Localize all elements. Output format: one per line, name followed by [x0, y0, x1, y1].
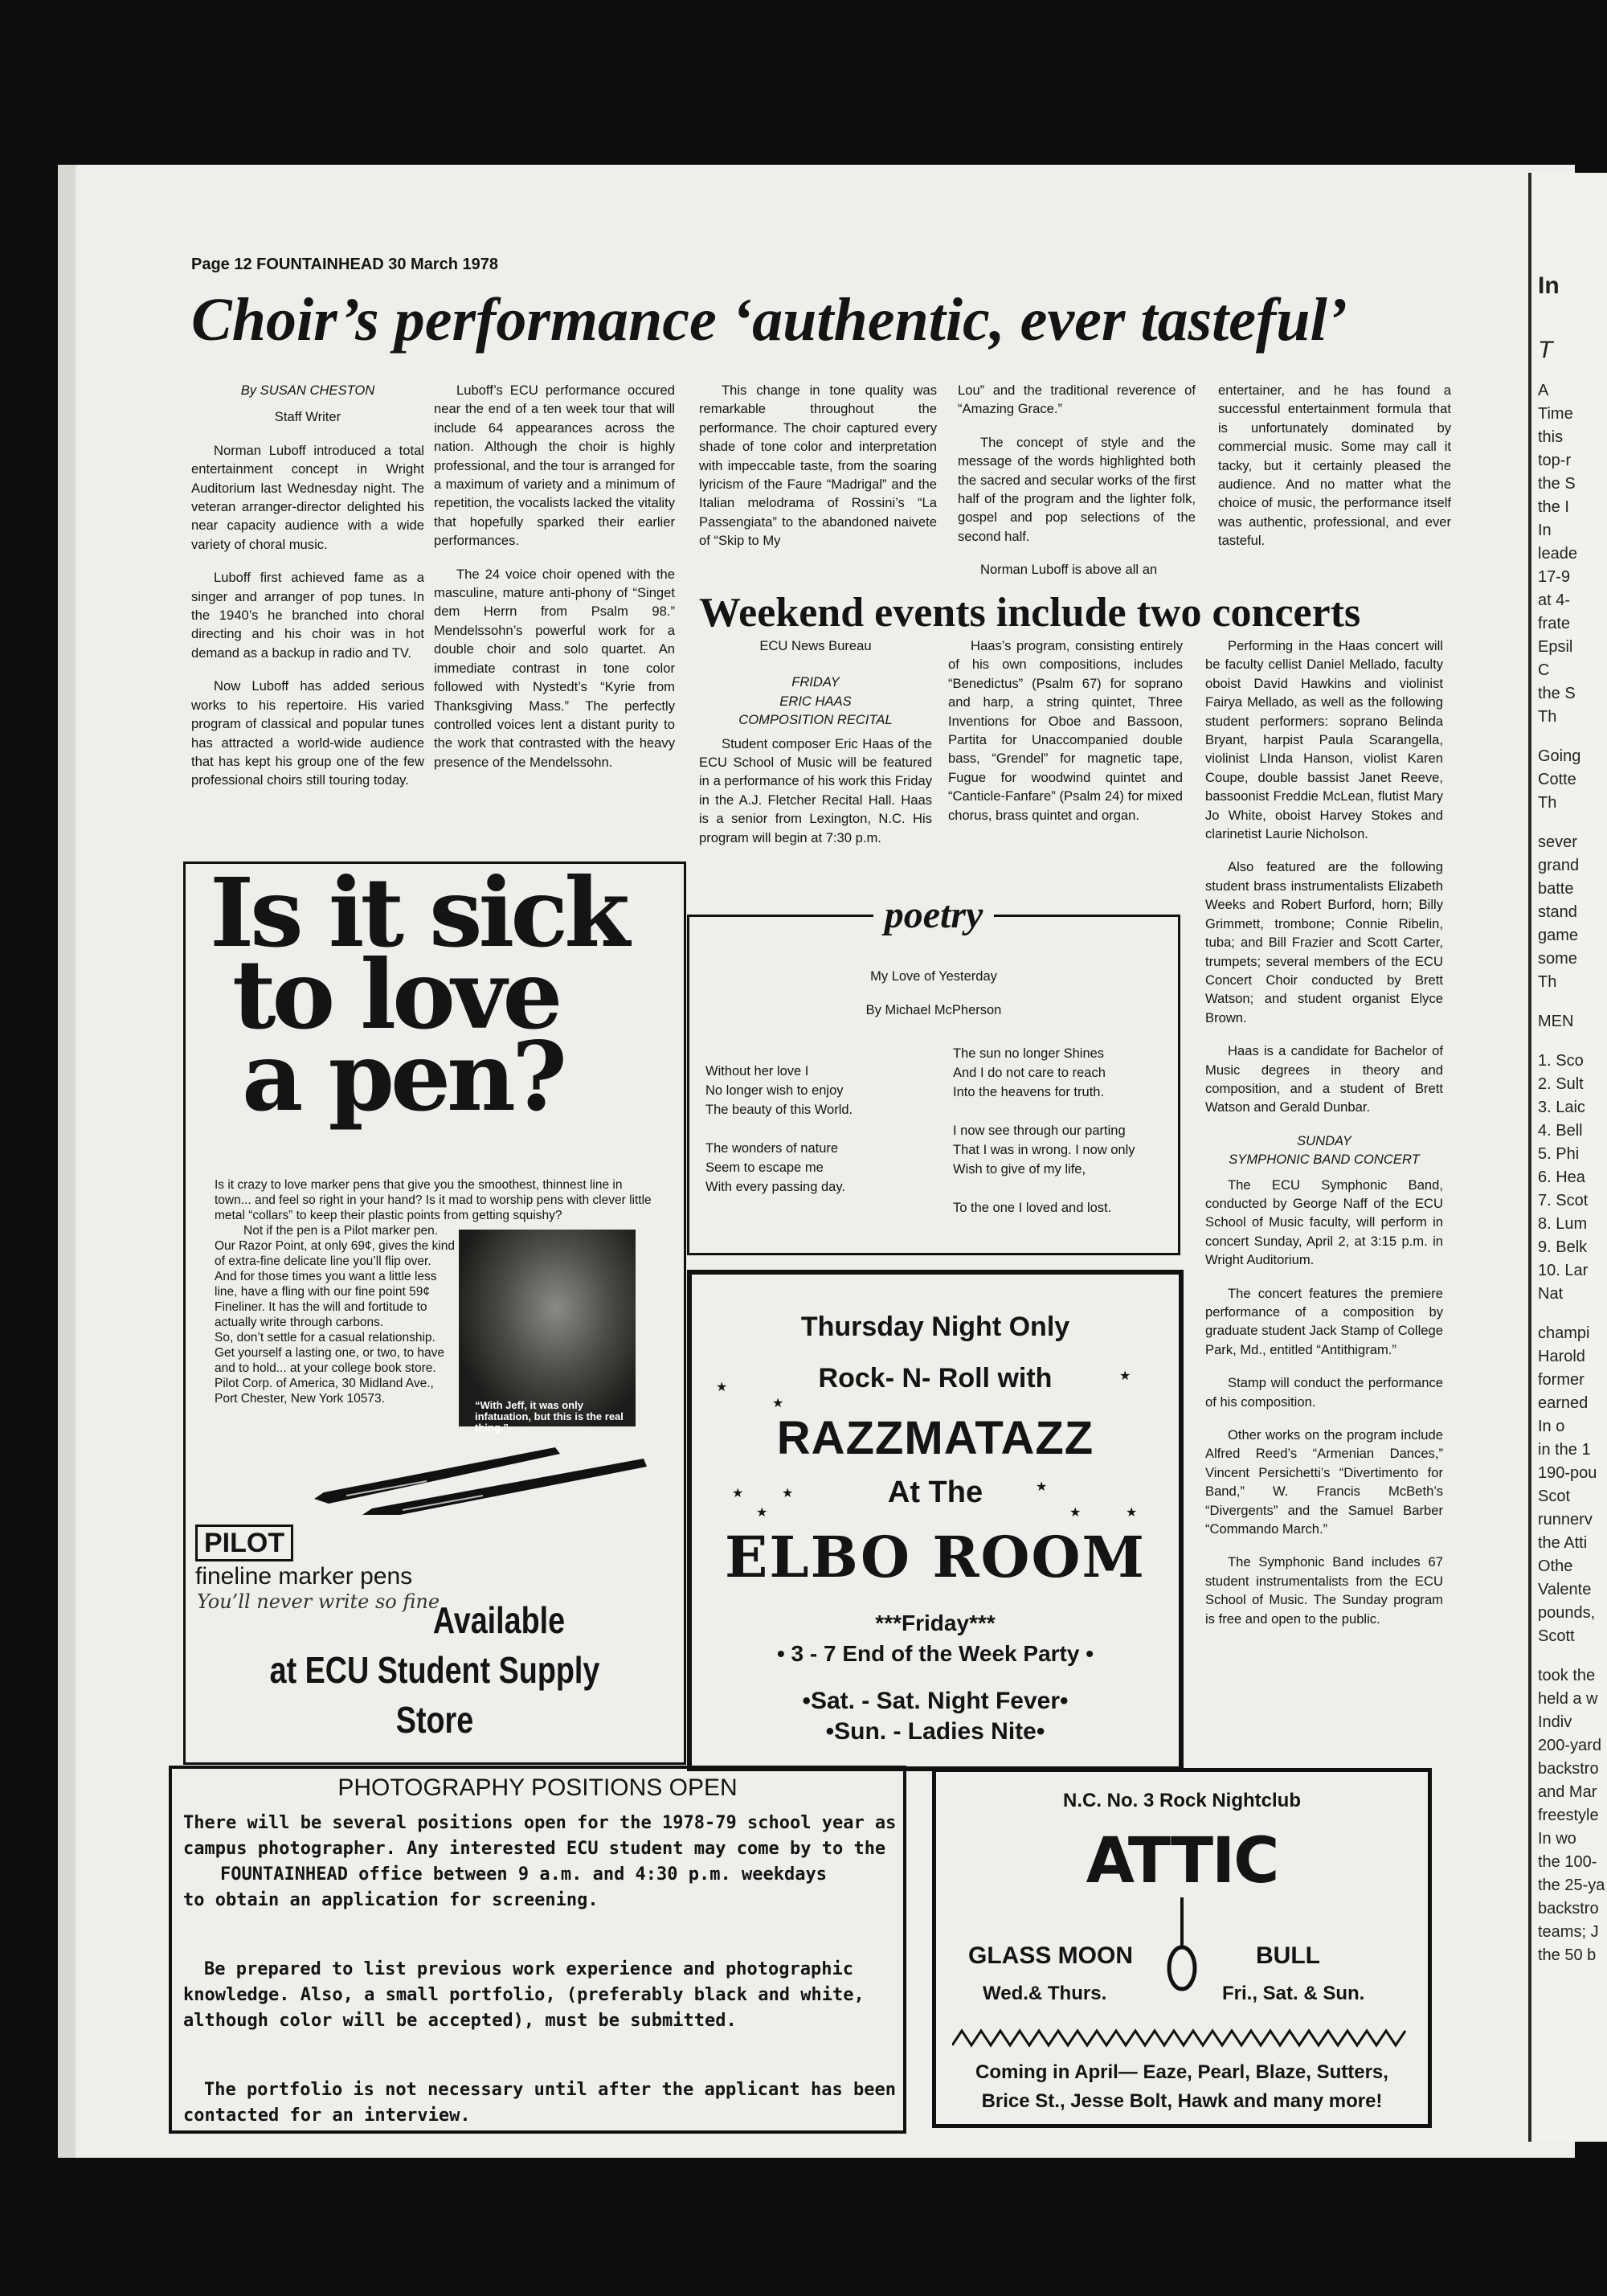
poem-line: Wish to give of my life,	[953, 1162, 1086, 1177]
photography-positions-ad	[169, 1766, 906, 2134]
paragraph: The Symphonic Band includes 67 student instrumentalists from the ECU School of Music. The Sunday program is free and open to the public.	[1205, 1554, 1443, 1627]
star-icon: ★	[772, 1397, 784, 1410]
adjacent-text-fragment: 9. Belk	[1538, 1238, 1588, 1256]
adjacent-text-fragment: 200-yard	[1538, 1737, 1601, 1754]
adjacent-text-fragment: some	[1538, 950, 1577, 968]
paragraph: Now Luboff has added serious works to his repertoire. His varied program of classical and popular tunes has attracted a world-wide audience that has kept his group one of the few professional choirs still touring today.	[191, 678, 424, 788]
choir-col-5	[1218, 381, 1451, 565]
pilot-logo: PILOT	[195, 1525, 293, 1561]
poem-line: That I was in wrong. I now only	[953, 1143, 1135, 1157]
noose-icon	[1159, 1897, 1204, 1994]
poem-line: The sun no longer Shines	[953, 1046, 1105, 1061]
bull-days: Fri., Sat. & Sun.	[1222, 1983, 1365, 2004]
adjacent-text-fragment: in the 1	[1538, 1441, 1591, 1459]
paragraph: Performing in the Haas concert will be faculty cellist Daniel Mellado, faculty oboist David Hawkins and violinist Fairya Mellado, as well as the following student performers: soprano Belinda Bryant, harpist Paula Scarangella, violinist LInda Hanson, violist Karen Coupe, double bassist Janet Reeve, bassoonist Freddie McLean, flutist Mary Jo White, oboist Harvey Stokes and clarinetist Laurie Nicholson.	[1205, 638, 1443, 842]
poem-title: My Love of Yesterday	[870, 969, 997, 984]
razz-line1: Thursday Night Only	[800, 1312, 1070, 1342]
adjacent-text-fragment: Othe	[1538, 1557, 1573, 1575]
pen-icon	[314, 1447, 647, 1515]
photo-ad-line: contacted for an interview.	[183, 2106, 471, 2126]
paragraph: Norman Luboff is above all an	[980, 562, 1158, 578]
adjacent-text-fragment: A	[1538, 382, 1549, 399]
razz-line2: Rock- N- Roll with	[818, 1363, 1053, 1394]
adjacent-text-fragment: the 100-	[1538, 1853, 1597, 1871]
adjacent-text-fragment: In	[1538, 522, 1552, 539]
sub-head: FRIDAY	[791, 674, 840, 690]
poem-right-stanza	[953, 1044, 1135, 1218]
choir-col-4	[958, 381, 1196, 594]
attic-top: N.C. No. 3 Rock Nightclub	[1062, 1790, 1301, 1811]
staff-line: Staff Writer	[274, 409, 341, 425]
page-header: Page 12 FOUNTAINHEAD 30 March 1978	[191, 256, 498, 273]
adjacent-text-fragment: T	[1538, 337, 1553, 363]
adjacent-text-fragment: the I	[1538, 498, 1569, 516]
glass-moon-days: Wed.& Thurs.	[983, 1983, 1107, 2004]
adjacent-page	[1528, 173, 1607, 2142]
adjacent-text-fragment: grand	[1538, 857, 1580, 874]
poem-line: Seem to escape me	[705, 1160, 824, 1175]
pen-ad-body: Is it crazy to love marker pens that give you the smoothest, thinnest line in town... and feel so right in your hand? Is it mad to worship pens with clever little metal “collars” to keep their plastic points from getting squishy? Not if the pen is a Pilot marker pen. Our Razor Point, at only 69¢, gives the kind of extra-fine delicate line you’ll flip over. And for those times you want a little less line, have a fling with our fine point 59¢ Fineliner. It has the will and fortitude to actually write through carbons. So, don’t settle for a casual relationship. Get yourself a lasting one, or two, to have and to hold... at your college book store. Pilot Corp. of America, 30 Midland Ave., Port Chester, New York 10573.	[215, 1178, 652, 1406]
adjacent-text-fragment: 17-9	[1538, 568, 1571, 586]
poem-line: No longer wish to enjoy	[705, 1083, 844, 1098]
product-name: fineline marker pens	[195, 1563, 413, 1590]
paragraph: entertainer, and he has found a successful entertainment formula that is unfortunately dominated by commercial music. Some may call it tacky, but it certainly pleased the audience. And no matter what the choice of music, the performance itself was authentic, professional, and ever tasteful.	[1218, 383, 1451, 549]
adjacent-text-fragment: C	[1538, 661, 1550, 679]
paragraph: The 24 voice choir opened with the masculine, mature anti-phony of “Singet dem Herrn from Psalm 98.” Mendelssohn’s powerful work for a double choir and solo quartet. An immediate contrast in tone color followed with Nystedt’s “Kyrie from Thanksgiving Mass.” The perfectly controlled voices lent a distant purity to the work that contrasted with the heavy presence of the Mendelssohn.	[434, 566, 675, 770]
attic-ad	[932, 1768, 1432, 2128]
star-icon: ★	[756, 1506, 768, 1520]
adjacent-text-fragment: former	[1538, 1371, 1585, 1389]
page-edge	[58, 165, 76, 2158]
adjacent-text-fragment: champi	[1538, 1324, 1590, 1342]
adjacent-text-fragment: Th	[1538, 973, 1557, 991]
weekend-col-2	[948, 636, 1183, 839]
attic-name: ATTIC	[1086, 1825, 1278, 1897]
adjacent-text-fragment: the Atti	[1538, 1534, 1588, 1552]
glass-moon: GLASS MOON	[968, 1942, 1134, 1969]
pen-ad-headline: Is it sick to love a pen?	[210, 857, 626, 1132]
star-icon: ★	[782, 1487, 794, 1500]
adjacent-text-fragment: Nat	[1538, 1285, 1564, 1303]
photo-quote: “With Jeff, it was only infatuation, but this is the real thing.”	[475, 1399, 624, 1434]
zigzag-border	[952, 2028, 1412, 2048]
adjacent-text-fragment: at 4-	[1538, 591, 1571, 609]
adjacent-text-fragment: game	[1538, 927, 1579, 944]
paragraph: Also featured are the following student brass instrumentalists Elizabeth Weeks and Robert Burford, horn; Billy Grimmett, trombone; Connie Ribelin, tuba; and Bill Frazier and Scott Carter, trumpets; several members of the ECU Concert Choir conducted by Brett Watson; and student organist Elyce Brown.	[1205, 859, 1443, 1025]
razzmatazz-ad	[687, 1270, 1184, 1771]
news-source: ECU News Bureau	[759, 638, 872, 653]
star-icon: ★	[732, 1487, 744, 1500]
adjacent-text-fragment: backstro	[1538, 1760, 1599, 1778]
adjacent-text-fragment: Th	[1538, 708, 1557, 726]
photo-ad-line: knowledge. Also, a small portfolio, (preferably black and white,	[183, 1985, 865, 2005]
friday-desc: • 3 - 7 End of the Week Party •	[776, 1641, 1094, 1666]
poem-line: Without her love I	[705, 1064, 809, 1078]
star-icon: ★	[1069, 1506, 1082, 1520]
adjacent-text-fragment: held a w	[1538, 1690, 1598, 1708]
adjacent-text-fragment: 10. Lar	[1538, 1262, 1589, 1279]
adjacent-text-fragment: MEN	[1538, 1013, 1574, 1030]
coming-line-1: Coming in April— Eaze, Pearl, Blaze, Sutters,	[975, 2061, 1388, 2083]
poem-author: By Michael McPherson	[865, 1003, 1002, 1017]
adjacent-text-fragment: 4. Bell	[1538, 1122, 1583, 1140]
photo-ad-line: Be prepared to list previous work experience and photographic	[204, 1959, 853, 1979]
adjacent-text-fragment: and Mar	[1538, 1783, 1597, 1801]
poem-line: With every passing day.	[705, 1180, 845, 1194]
adjacent-text-fragment: 8. Lum	[1538, 1215, 1588, 1233]
adjacent-text-fragment: backstro	[1538, 1900, 1599, 1917]
pens-illustration	[314, 1443, 652, 1515]
poem-line: The beauty of this World.	[705, 1103, 853, 1117]
availability: at ECU Student Supply Store	[269, 1649, 600, 1741]
sub-head: SYMPHONIC BAND CONCERT	[1229, 1152, 1420, 1168]
adjacent-text-fragment: the S	[1538, 475, 1576, 493]
photo-ad-line: although color will be accepted), must be submitted.	[183, 2011, 737, 2031]
adjacent-text-fragment: Th	[1538, 794, 1557, 812]
adjacent-text-fragment: batte	[1538, 880, 1574, 898]
paragraph: The ECU Symphonic Band, conducted by George Naff of the ECU School of Music faculty, will perform in concert Sunday, April 2, at 3:15 p.m. in Wright Auditorium.	[1205, 1177, 1443, 1268]
adjacent-text-fragment: Scot	[1538, 1488, 1571, 1505]
venue-name: ELBO ROOM	[725, 1524, 1146, 1590]
sub-head: COMPOSITION RECITAL	[738, 712, 893, 728]
adjacent-text-fragment: the S	[1538, 685, 1576, 702]
friday-label: ***Friday***	[875, 1610, 996, 1635]
star-icon: ★	[1036, 1480, 1048, 1494]
photo-ad-line: There will be several positions open for the 1978-79 school year as	[183, 1813, 897, 1833]
choir-col-1	[191, 381, 424, 804]
adjacent-text-fragment: leade	[1538, 545, 1577, 563]
poem-line: And I do not care to reach	[953, 1066, 1106, 1080]
photo-ad-title: PHOTOGRAPHY POSITIONS OPEN	[337, 1774, 738, 1801]
tagline: You’ll never write so fine	[197, 1590, 440, 1613]
adjacent-text-fragment: this	[1538, 428, 1564, 446]
byline: By SUSAN CHESTON	[240, 383, 375, 398]
adjacent-text-fragment: 6. Hea	[1538, 1168, 1585, 1186]
paragraph: Lou” and the traditional reverence of “Amazing Grace.”	[958, 383, 1196, 417]
adjacent-text-fragment: earned	[1538, 1394, 1589, 1412]
poem-line	[953, 1102, 1135, 1121]
photo-ad-line: campus photographer. Any interested ECU student may come by to the	[183, 1839, 886, 1859]
poetry-label: poetry	[689, 893, 1178, 937]
poem-line	[705, 1119, 853, 1139]
weekend-col-3	[1205, 636, 1443, 1643]
photo-ad-line: The portfolio is not necessary until after the applicant has been	[204, 2080, 896, 2100]
adjacent-text-fragment: 190-pou	[1538, 1464, 1597, 1482]
poetry-box	[687, 894, 1180, 1255]
adjacent-text-fragment: In wo	[1538, 1830, 1576, 1848]
paragraph: Student composer Eric Haas of the ECU School of Music will be featured in a performance of his work this Friday in the A.J. Fletcher Recital Hall. Haas is a senior from Lexington, N.C. His program will begin at 7:30 p.m.	[699, 735, 932, 845]
adjacent-text-fragment: Harold	[1538, 1348, 1585, 1365]
paragraph: Luboff first achieved fame as a singer and arranger of pop tunes. In the 1940’s he branched into choral directing and his choir was in hot demand as a backup in radio and TV.	[191, 570, 424, 661]
saturday-line: •Sat. - Sat. Night Fever•	[802, 1688, 1069, 1714]
adjacent-text-fragment: 5. Phi	[1538, 1145, 1580, 1163]
weekend-headline: Weekend events include two concerts	[699, 590, 1361, 636]
adjacent-text-fragment: 3. Laic	[1538, 1099, 1585, 1116]
star-icon: ★	[1119, 1369, 1131, 1383]
photo-ad-line: FOUNTAINHEAD office between 9 a.m. and 4:30 p.m. weekdays	[220, 1864, 827, 1885]
adjacent-text-fragment: pounds,	[1538, 1604, 1596, 1622]
pilot-pen-ad	[183, 857, 686, 1765]
band-name: RAZZMATAZZ	[776, 1412, 1094, 1464]
choir-headline: Choir’s performance ‘authentic, ever tasteful’	[191, 286, 1347, 354]
sunday-line: •Sun. - Ladies Nite•	[825, 1718, 1045, 1745]
paragraph: The concept of style and the message of the words highlighted both the sacred and secular works of the first half of the program and the lighter folk, gospel and pop selections of the second half.	[958, 434, 1196, 544]
adjacent-text-fragment: the 25-ya	[1538, 1876, 1605, 1894]
poem-line	[953, 1179, 1135, 1198]
choir-col-3	[699, 381, 937, 565]
poem-left-stanza	[705, 1062, 853, 1197]
star-icon: ★	[716, 1381, 728, 1394]
adjacent-text-fragment: In o	[1538, 1418, 1565, 1435]
star-icon: ★	[1126, 1506, 1138, 1520]
bull: BULL	[1256, 1942, 1320, 1969]
coming-line-2: Brice St., Jesse Bolt, Hawk and many more!	[981, 2090, 1383, 2112]
adjacent-text-fragment: took the	[1538, 1667, 1596, 1684]
paragraph: The concert features the premiere performance of a composition by graduate student Jack Stamp of College Park, Md., entitled “Antithigram.”	[1205, 1285, 1443, 1357]
adjacent-text-fragment: 7. Scot	[1538, 1192, 1589, 1209]
paragraph: Stamp will conduct the performance of his composition.	[1205, 1375, 1443, 1410]
adjacent-text-fragment: stand	[1538, 903, 1577, 921]
adjacent-text-fragment: frate	[1538, 615, 1571, 632]
adjacent-text-fragment: Going	[1538, 747, 1581, 765]
paragraph: Luboff’s ECU performance occured near the end of a ten week tour that will include 64 appearances across the nation. Although the choir is highly professional, and the tour is arranged for a maximum of variety and a minimum of repetition, the vocalists lacked the vitality that hopefully sparked their earlier performances.	[434, 383, 675, 549]
choir-col-2	[434, 381, 675, 786]
adjacent-text-fragment: runnerv	[1538, 1511, 1593, 1529]
adjacent-text-fragment: Time	[1538, 405, 1573, 423]
adjacent-text-fragment: 2. Sult	[1538, 1075, 1584, 1093]
adjacent-text-fragment: the 50 b	[1538, 1946, 1597, 1964]
poem-line: I now see through our parting	[953, 1123, 1126, 1138]
sub-head: ERIC HAAS	[779, 693, 852, 709]
paragraph: Haas is a candidate for Bachelor of Music degrees in theory and composition, and a student of Brett Watson and Gerald Dunbar.	[1205, 1043, 1443, 1115]
poem-line: The wonders of nature	[705, 1141, 839, 1156]
sub-head: SUNDAY	[1297, 1132, 1351, 1148]
adjacent-text-fragment: teams; J	[1538, 1923, 1599, 1941]
adjacent-text-fragment: Cotte	[1538, 771, 1576, 788]
adjacent-text-fragment: Epsil	[1538, 638, 1573, 656]
weekend-col-1	[699, 636, 932, 862]
adjacent-text-fragment: 1. Sco	[1538, 1052, 1584, 1070]
razz-at: At The	[887, 1475, 983, 1509]
poem-line: To the one I loved and lost.	[953, 1201, 1112, 1215]
adjacent-text-fragment: top-r	[1538, 452, 1572, 469]
adjacent-text-fragment: Valente	[1538, 1581, 1592, 1598]
availability: Available	[432, 1599, 566, 1641]
woman-photo	[459, 1230, 636, 1434]
adjacent-text-fragment: In	[1538, 272, 1560, 299]
adjacent-text-fragment: Scott	[1538, 1627, 1575, 1645]
photo-ad-line: to obtain an application for screening.	[183, 1890, 599, 1910]
adjacent-text-fragment: Indiv	[1538, 1713, 1572, 1731]
paragraph: This change in tone quality was remarkable throughout the performance. The choir captured every shade of tone color and interpretation with impeccable taste, from the soaring lyricism of the Faure “Madrigal” and the Italian melodrama of Rossini’s “La Passengiata” to the abandoned naivete of “Skip to My	[699, 383, 937, 549]
poem-line: Into the heavens for truth.	[953, 1085, 1105, 1099]
adjacent-text-fragment: freestyle	[1538, 1807, 1599, 1824]
paragraph: Other works on the program include Alfred Reed’s “Armenian Dances,” Vincent Persichetti’s “Divertimento for Band,” W. Francis McBeth’s “Divergents” and the Samuel Barber “Commando March.”	[1205, 1427, 1443, 1537]
adjacent-text-fragment: sever	[1538, 833, 1577, 851]
paragraph: Haas’s program, consisting entirely of his own compositions, includes “Benedictus” (Psalm 67) for soprano and harp, a string quintet, Three Inventions for Oboe and Bassoon, Partita for Unaccompanied double bass, “Grendel” for magnetic tape, Fugue for woodwind quintet and “Canticle-Fanfare” (Psalm 24) for mixed chorus, brass quintet and organ.	[948, 638, 1183, 823]
paragraph: Norman Luboff introduced a total entertainment concept in Wright Auditorium last Wednesday night. The veteran arranger-director delighted his near capacity audience with a wide variety of choral music.	[191, 442, 424, 552]
